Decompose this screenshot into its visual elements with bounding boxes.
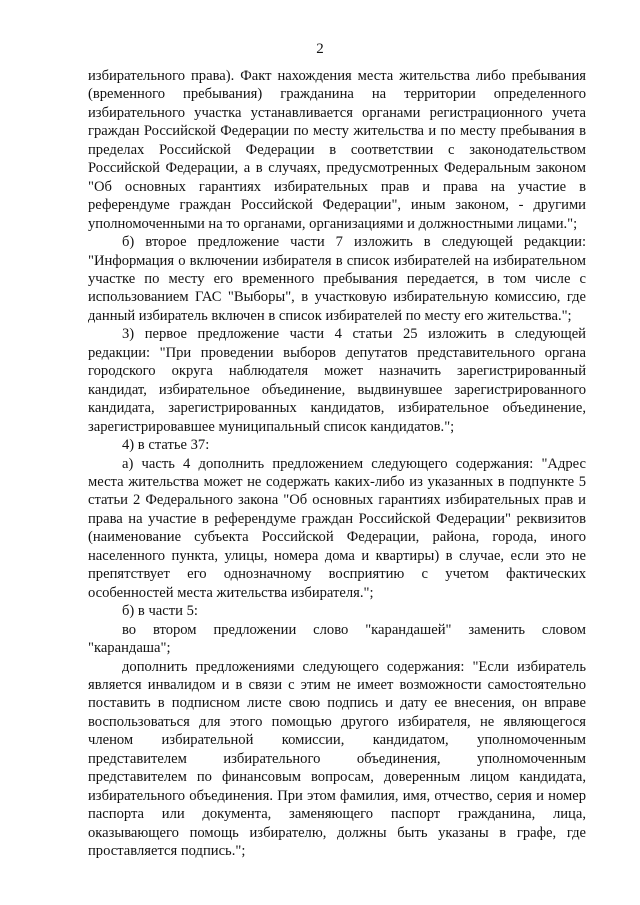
page-number: 2 bbox=[316, 41, 324, 57]
document-body bbox=[88, 67, 586, 860]
paragraph-item-a-part-4: а) часть 4 дополнить предложением следующего содержания: "Адрес места жительства может не содержать каких-либо из указанных в подпункте 5 статьи 2 Федерального закона "Об основных гарантиях избирательных прав и права на участие в референдуме граждан Российской Федерации" реквизитов (наименование субъекта Российской Федерации, района, города, иного населенного пункта, улицы, номера дома и квартиры) в случае, если это не препятствует его однозначному восприятию с учетом фактических особенностей места жительства избирателя."; bbox=[88, 455, 586, 601]
paragraph-item-3-article-25: 3) первое предложение части 4 статьи 25 изложить в следующей редакции: "При проведении выборов депутатов представительного органа городского округа наблюдателя может назначить зарегистрированный кандидат, избирательное объединение, выдвинувшее зарегистрированного кандидата, зарегистрированных кандидатов, избирательное объединение, зарегистрировавшее муниципальный список кандидатов."; bbox=[88, 326, 586, 435]
paragraph-item-b-part-7: б) второе предложение части 7 изложить в следующей редакции: "Информация о включении избирателя в список избирателей на избирательном участке по месту его временного пребывания передается, в том числе с использованием ГАС "Выборы", в участковую избирательную комиссию, где данный избиратель включен в список избирателей по месту его жительства."; bbox=[88, 234, 586, 324]
paragraph-supplement-sentences: дополнить предложениями следующего содержания: "Если избиратель является инвалидом и в связи с этим не имеет возможности самостоятельно поставить в подписном листе свою подпись и дату ее внесения, он вправе воспользоваться для этого помощью другого избирателя, не являющегося членом избирательной комиссии, кандидатом, уполномоченным представителем избирательного объединения, уполномоченным представителем по финансовым вопросам, доверенным лицом кандидата, избирательного объединения. При этом фамилия, имя, отчество, серия и номер паспорта или документа, заменяющего паспорт гражданина, лица, оказывающего помощь избирателю, должны быть указаны в графе, где проставляется подпись."; bbox=[88, 658, 586, 860]
paragraph-replace-word: во втором предложении слово "карандашей" заменить словом "карандаша"; bbox=[88, 621, 586, 657]
paragraph-continuation: избирательного права). Факт нахождения места жительства либо пребывания (временного пребывания) гражданина на территории определенного избирательного участка устанавливается органами регистрационного учета граждан Российской Федерации по месту жительства и по месту пребывания в пределах Российской Федерации в соответствии с законодательством Российской Федерации, а в случаях, предусмотренных Федеральным законом "Об основных гарантиях избирательных прав и права на участие в референдуме граждан Российской Федерации", иным законом, - другими уполномоченными на то органами, организациями и должностными лицами."; bbox=[88, 68, 586, 232]
paragraph-item-4-article-37: 4) в статье 37: bbox=[122, 437, 210, 454]
paragraph-item-b-part-5: б) в части 5: bbox=[122, 603, 198, 620]
